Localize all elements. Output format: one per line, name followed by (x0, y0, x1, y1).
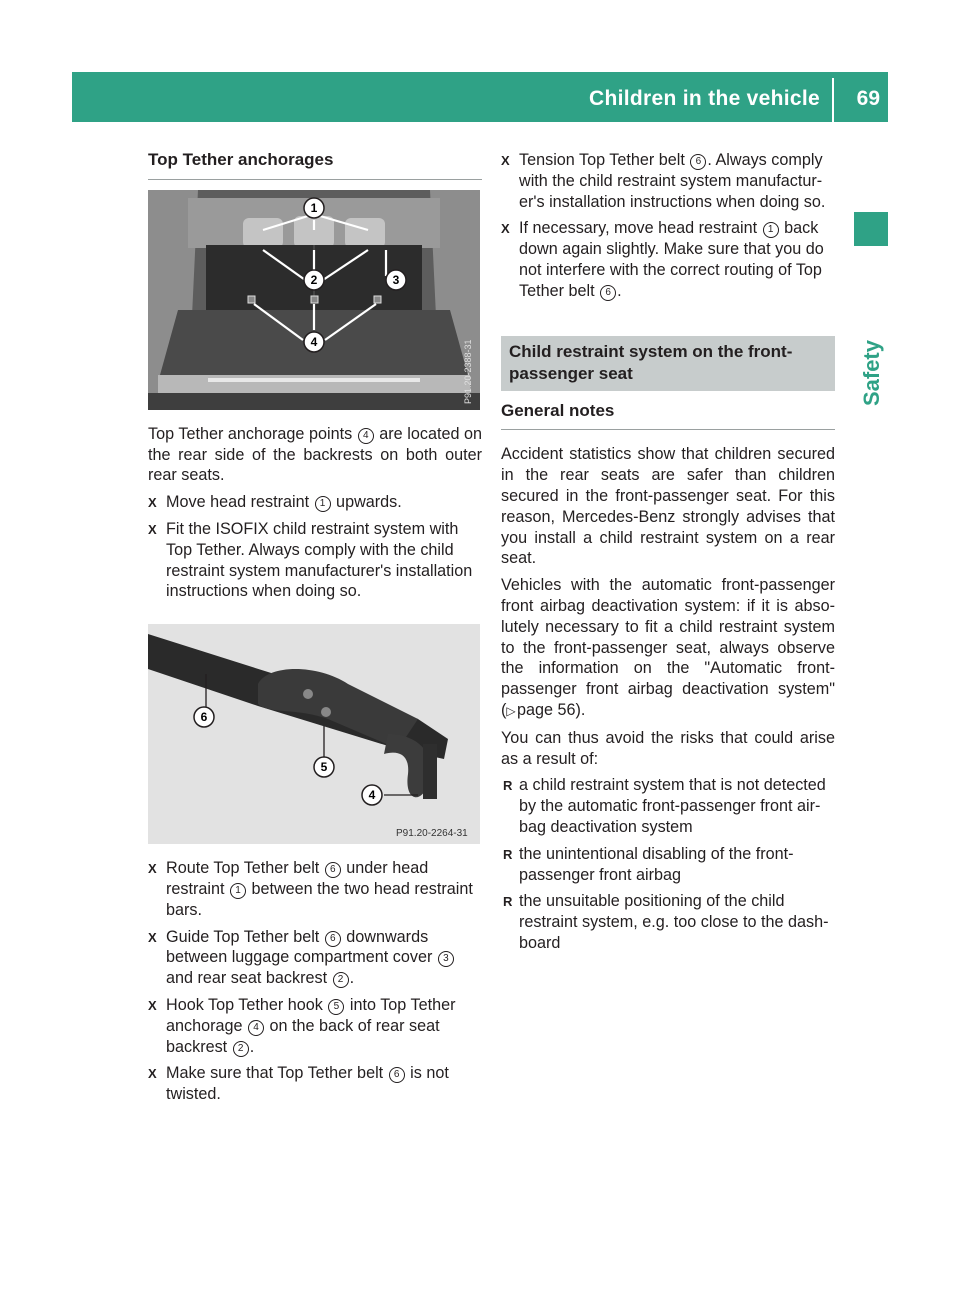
bullet-marker-icon: R (503, 846, 513, 862)
step-arrow-icon: X (501, 153, 510, 168)
callout-number-3: 3 (438, 951, 454, 967)
figure1-callout-3: 3 (392, 272, 400, 287)
inline-text: are located on the rear side of the backrests on both outer rear seats. (148, 424, 483, 485)
instruction-step (148, 519, 482, 602)
step-arrow-icon: X (148, 861, 157, 877)
inline-text: downwards between luggage compartment cover (166, 927, 437, 967)
figure2-callout-4: 4 (368, 788, 376, 803)
intro-paragraph (148, 424, 482, 486)
figure1-callout-4: 4 (310, 334, 318, 349)
top-tether-hook-illustration (148, 624, 480, 844)
inline-text: Route Top Tether belt (166, 859, 324, 878)
instruction-step (148, 995, 482, 1057)
instruction-step (148, 858, 482, 920)
inline-text: between the two head restraint bars. (166, 879, 473, 919)
callout-number-1: 1 (315, 496, 331, 512)
inline-text: Move head restraint (166, 493, 314, 512)
callout-number-6: 6 (389, 1067, 405, 1083)
inline-text: Hook Top Tether hook (166, 995, 328, 1014)
inline-text: upwards. (331, 493, 402, 512)
inline-text: and rear seat backrest (166, 969, 332, 988)
step-text (166, 859, 473, 919)
inline-text: into Top Tether anchorage (166, 995, 456, 1035)
inline-text: . (617, 281, 622, 300)
side-tab-label: Safety (859, 340, 884, 407)
instruction-step (501, 150, 835, 212)
para2-text-start: Vehicles with the automatic front-passenger front airbag deactivation system: if it is absolutely necessary to fit a child restraint system to the front-passenger seat, always observe the information on the "Automatic front-passenger front airbag deactivation system" ( (501, 576, 835, 719)
inline-text: back down again slightly. Make sure that you do not interfere with the correct routing of Top Tether belt (519, 219, 824, 300)
step-list-b (148, 858, 482, 1105)
page-ref-arrow-icon: ▷ (506, 703, 516, 718)
step-text (166, 996, 455, 1056)
page-ref-link[interactable]: page 56 (516, 700, 576, 719)
section-heading-top-tether: Top Tether anchorages (148, 150, 482, 180)
paragraph-risks: You can thus avoid the risks that could arise as a result of: (501, 728, 835, 768)
callout-number-4: 4 (248, 1020, 264, 1036)
instruction-step (148, 1063, 482, 1105)
figure2-callout-6: 6 (200, 710, 208, 725)
step-arrow-icon: X (501, 221, 510, 237)
inline-text: under head restraint (166, 859, 429, 898)
step-arrow-icon: X (148, 495, 157, 511)
section-heading-front-passenger: Child restraint system on the front-passenger seat (501, 336, 835, 391)
header-bar (72, 72, 888, 122)
subheading-general-notes: General notes (501, 401, 835, 431)
step-arrow-icon: X (148, 929, 157, 945)
step-arrow-icon: X (148, 1066, 157, 1082)
step-list-c (501, 150, 835, 302)
inline-text: Guide Top Tether belt (166, 927, 324, 946)
step-text (166, 520, 472, 600)
inline-text: is not twisted. (166, 1064, 449, 1104)
step-arrow-icon: X (148, 521, 157, 537)
page-number: 69 (856, 87, 880, 110)
side-tab-marker (854, 212, 888, 246)
callout-number-2: 2 (233, 1041, 249, 1057)
callout-number-6: 6 (600, 285, 616, 301)
step-text (519, 219, 824, 299)
instruction-step (148, 492, 482, 513)
inline-text: . (249, 1037, 255, 1056)
luggage-compartment-illustration (148, 190, 480, 410)
step-text (166, 493, 402, 511)
figure2-callout-5: 5 (320, 760, 328, 775)
inline-text: Tension Top Tether belt (519, 151, 690, 169)
bullet-marker-icon: R (503, 894, 513, 910)
inline-text: . (349, 969, 355, 988)
risk-bullet-3 (501, 891, 835, 953)
right-column (501, 150, 835, 960)
inline-text: If necessary, move head restraint (519, 219, 762, 238)
inline-text: Top Tether anchorage points (148, 424, 357, 443)
para2-text-end: ). (575, 700, 586, 719)
step-arrow-icon: X (148, 997, 157, 1013)
header-divider (832, 78, 834, 122)
paragraph-airbag-deactivation (501, 575, 835, 722)
callout-number-6: 6 (325, 862, 341, 878)
step-text (166, 1064, 449, 1103)
risk-bullet-text: a child restraint system that is not detected by the automatic front-passenger front airbag deactivation system (519, 776, 826, 836)
figure1-callout-1: 1 (310, 200, 318, 215)
callout-number-1: 1 (763, 222, 779, 238)
bullet-marker-icon: R (503, 778, 513, 794)
callout-number-6: 6 (690, 154, 706, 170)
risk-bullet-1 (501, 775, 835, 837)
paragraph-statistics: Accident statistics show that children secured in the rear seats are safer than children secured in the front-passenger seat. For this reason, Mercedes-Benz strongly advises that you install a child restraint system on a rear seat. (501, 445, 835, 568)
step-text (166, 928, 455, 988)
callout-number-5: 5 (328, 999, 344, 1015)
risk-bullet-text: the unintentional disabling of the front-passenger front airbag (519, 844, 794, 884)
instruction-step (501, 218, 835, 301)
figure1-code: P91.20-2388-31 (463, 339, 473, 404)
figure-luggage-compartment (148, 190, 480, 410)
figure1-callout-2: 2 (310, 272, 318, 287)
risk-bullet-2 (501, 844, 835, 886)
risk-bullet-text: the unsuitable positioning of the child restraint system, e.g. too close to the dashboard (519, 892, 829, 952)
callout-number-4: 4 (358, 428, 374, 444)
inline-text: on the back of rear seat backrest (166, 1016, 440, 1056)
figure-top-tether-hook (148, 624, 480, 844)
inline-text: Fit the ISOFIX child restraint system with Top Tether. Always comply with the child restraint system manufacturer's installation instructions when doing so. (166, 519, 473, 601)
chapter-title: Children in the vehicle (589, 87, 820, 110)
left-column (148, 150, 482, 1111)
figure2-code: P91.20-2264-31 (396, 828, 468, 840)
step-list-a (148, 492, 482, 602)
callout-number-6: 6 (325, 931, 341, 947)
callout-number-1: 1 (230, 883, 246, 899)
inline-text: . Always comply with the child restraint system manufacturer's installation instructions when doing so. (519, 151, 826, 211)
callout-number-2: 2 (333, 972, 349, 988)
inline-text: Make sure that Top Tether belt (166, 1064, 388, 1083)
step-text (519, 151, 825, 211)
instruction-step (148, 927, 482, 989)
